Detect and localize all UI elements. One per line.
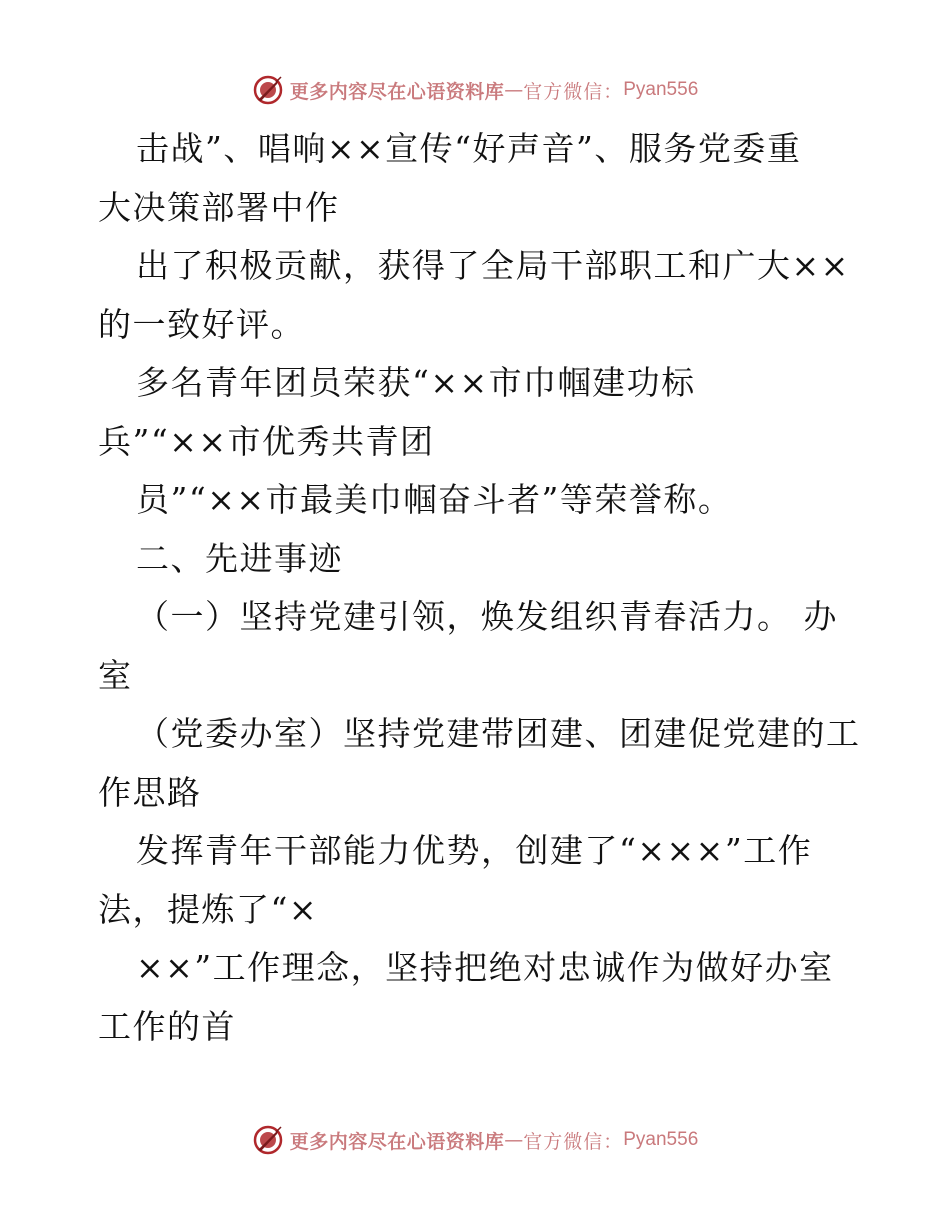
banner-dash: — <box>504 1129 524 1151</box>
quill-pen-logo-icon <box>252 74 284 106</box>
text-line: 多名青年团员荣获“××市巾帼建功标 <box>136 363 696 402</box>
footer-banner <box>0 1120 950 1160</box>
text-line: 兵”“××市优秀共青团 <box>98 421 435 461</box>
text-line: 法，提炼了“× <box>98 889 319 929</box>
banner-account: Pyan556 <box>623 1129 699 1150</box>
banner-official-label: 官方微信： <box>523 80 624 103</box>
text-line: 二、先进事迹 <box>136 538 343 578</box>
text-line: 击战”、唱响××宣传“好声音”、服务党委重 <box>136 129 802 168</box>
quill-pen-logo-icon <box>252 1124 284 1156</box>
text-line: 的一致好评。 <box>98 304 305 344</box>
banner-title: 更多内容尽在心语资料库 <box>289 1130 505 1153</box>
text-line: ××”工作理念，坚持把绝对忠诚作为做好办室 <box>136 948 834 987</box>
header-banner <box>0 70 950 110</box>
text-line: （党委办室）坚持党建带团建、团建促党建的工 <box>136 714 861 753</box>
text-line: 发挥青年干部能力优势，创建了“×××”工作 <box>136 831 813 870</box>
text-line: 出了积极贡献，获得了全局干部职工和广大×× <box>136 246 850 285</box>
text-line: 作思路 <box>98 772 202 812</box>
text-line: 员”“××市最美巾帼奋斗者”等荣誉称。 <box>136 480 733 519</box>
text-line: （一）坚持党建引领，焕发组织青春活力。 办 <box>136 597 838 636</box>
banner-title: 更多内容尽在心语资料库 <box>289 80 505 103</box>
document-body <box>98 120 861 1056</box>
banner-account: Pyan556 <box>623 79 699 100</box>
text-line: 大决策部署中作 <box>98 187 340 227</box>
text-line: 工作的首 <box>98 1006 236 1046</box>
text-line: 室 <box>98 655 133 695</box>
banner-dash: — <box>504 79 524 101</box>
banner-official-label: 官方微信： <box>523 1130 624 1153</box>
